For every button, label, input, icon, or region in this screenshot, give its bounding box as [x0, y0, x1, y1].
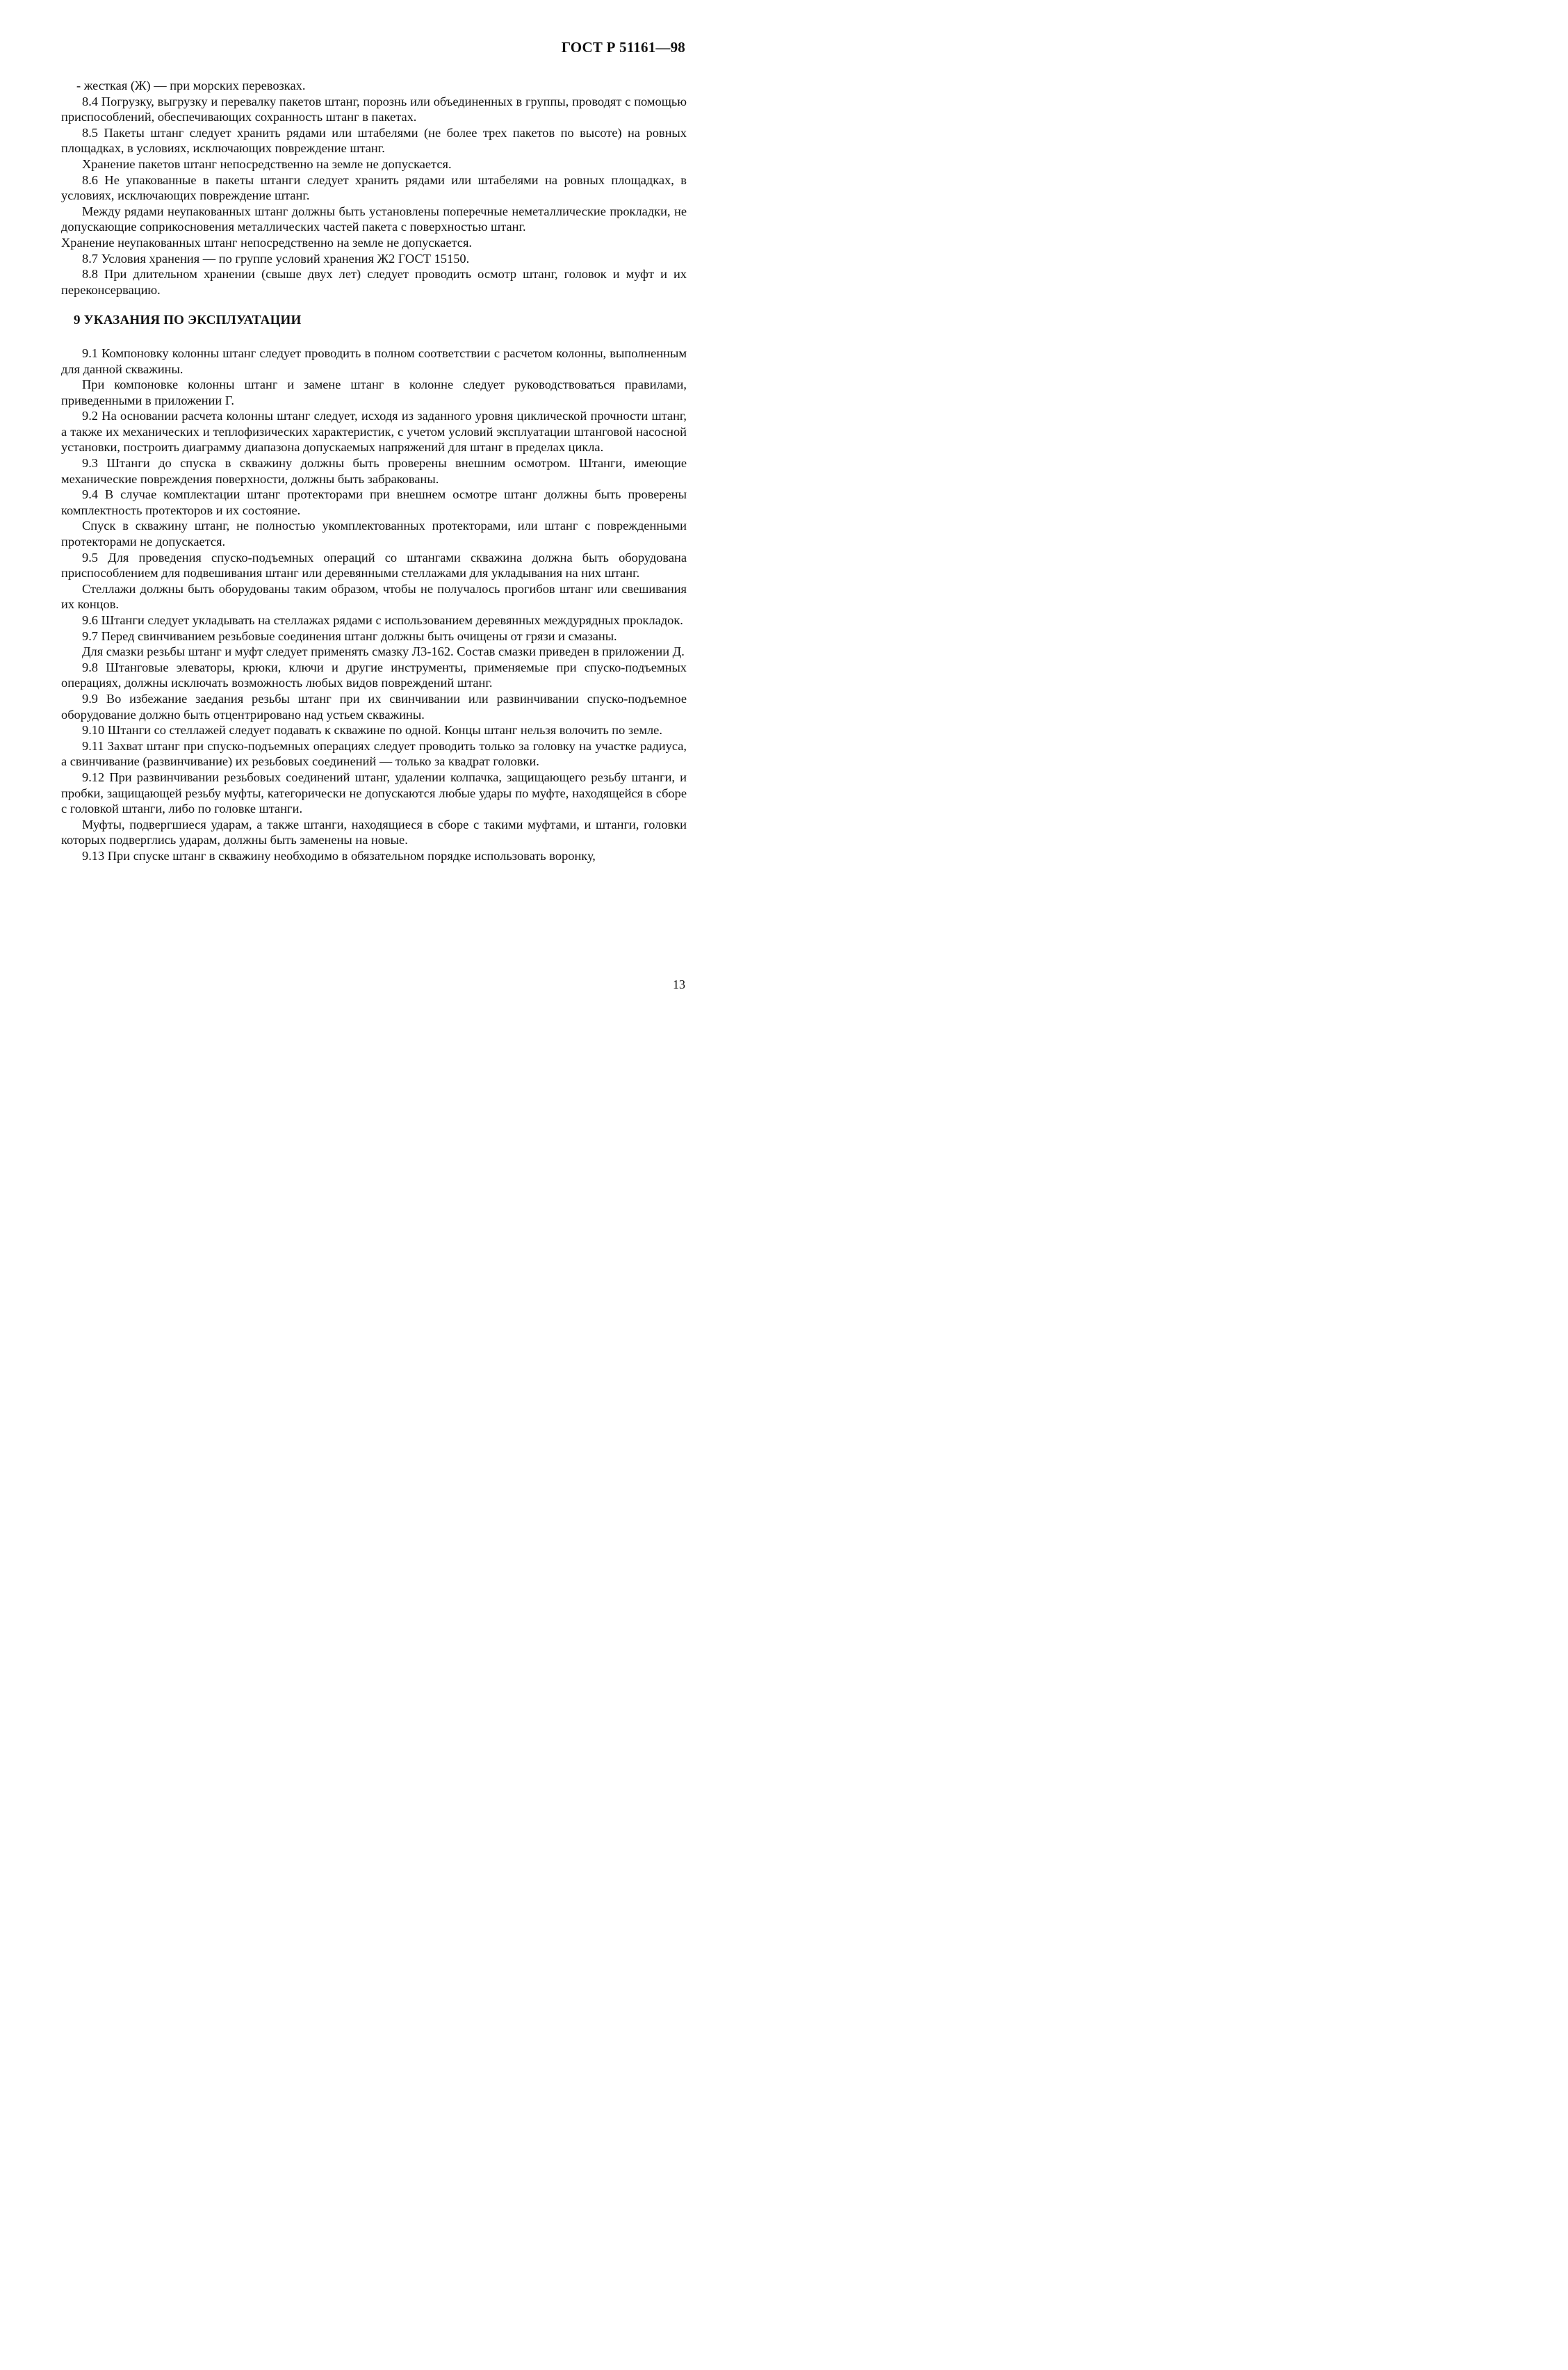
- paragraph: Муфты, подвергшиеся ударам, а также штанги, находящиеся в сборе с такими муфтами, и штанги, головки которых подверглись ударам, должны быть заменены на новые.: [61, 817, 687, 847]
- paragraph: 9.11 Захват штанг при спуско-подъемных операциях следует проводить только за головку на участке радиуса, а свинчивание (развинчивание) их резьбовых соединений — только за квадрат головки.: [61, 738, 687, 769]
- paragraph: 9.1 Компоновку колонны штанг следует проводить в полном соответствии с расчетом колонны, выполненным для данной скважины.: [61, 346, 687, 376]
- paragraph: 8.5 Пакеты штанг следует хранить рядами или штабелями (не более трех пакетов по высоте) на ровных площадках, в условиях, исключающих повреждение штанг.: [61, 125, 687, 156]
- section-heading: 9 УКАЗАНИЯ ПО ЭКСПЛУАТАЦИИ: [74, 313, 302, 328]
- paragraph: 9.5 Для проведения спуско-подъемных операций со штангами скважина должна быть оборудована приспособлением для подвешивания штанг или деревянными стеллажами для укладывания на них штанг.: [61, 550, 687, 581]
- paragraph: 9.13 При спуске штанг в скважину необходимо в обязательном порядке использовать воронку,: [82, 848, 596, 863]
- paragraph: 9.8 Штанговые элеваторы, крюки, ключи и другие инструменты, применяемые при спуско-подъемных операциях, должны исключать возможность любых видов повреждений штанг.: [61, 660, 687, 690]
- page-number: 13: [673, 977, 685, 991]
- paragraph: 9.12 При развинчивании резьбовых соединений штанг, удалении колпачка, защищающего резьбу штанги, и пробки, защищающей резьбу муфты, категорически не допускаются любые удары по муфте, находящейся в сборе с головкой штанги, либо по головке штанги.: [61, 770, 687, 816]
- paragraph: - жесткая (Ж) — при морских перевозках.: [76, 79, 306, 92]
- paragraph: 9.7 Перед свинчиванием резьбовые соединения штанг должны быть очищены от грязи и смазаны.: [82, 628, 617, 643]
- paragraph: 9.9 Во избежание заедания резьбы штанг при их свинчивании или развинчивании спуско-подъемное оборудование должно быть отцентрировано над устьем скважины.: [61, 691, 687, 722]
- paragraph: 9.6 Штанги следует укладывать на стеллажах рядами с использованием деревянных междурядных прокладок.: [82, 613, 683, 627]
- document-code-header: ГОСТ Р 51161—98: [561, 39, 685, 56]
- paragraph: 9.10 Штанги со стеллажей следует подавать к скважине по одной. Концы штанг нельзя волочить по земле.: [82, 723, 662, 738]
- paragraph: 9.2 На основании расчета колонны штанг следует, исходя из заданного уровня циклической прочности штанг, а также их механических и теплофизических характеристик, с учетом условий эксплуатации штанговой насосной установки, построить диаграмму диапазона допускаемых напряжений для штанг в пределах цикла.: [61, 409, 687, 455]
- paragraph: Хранение неупакованных штанг непосредственно на земле не допускается.: [61, 235, 473, 250]
- paragraph: 8.4 Погрузку, выгрузку и перевалку пакетов штанг, порознь или объединенных в группы, проводят с помощью приспособлений, обеспечивающих сохранность штанг в пакетах.: [61, 94, 687, 124]
- paragraph: Хранение пакетов штанг непосредственно на земле не допускается.: [82, 156, 452, 171]
- paragraph: Стеллажи должны быть оборудованы таким образом, чтобы не получалось прогибов штанг или свешивания их концов.: [61, 581, 687, 612]
- paragraph: При компоновке колонны штанг и замене штанг в колонне следует руководствоваться правилами, приведенными в приложении Г.: [61, 378, 687, 407]
- paragraph: 8.8 При длительном хранении (свыше двух лет) следует проводить осмотр штанг, головок и муфт и их переконсервацию.: [61, 267, 687, 297]
- paragraph: 9.4 В случае комплектации штанг протекторами при внешнем осмотре штанг должны быть проверены комплектность протекторов и их состояние.: [61, 487, 687, 517]
- paragraph: Между рядами неупакованных штанг должны быть установлены поперечные неметаллические прокладки, не допускающие соприкосновения металлических частей пакета с поверхностью штанг.: [61, 204, 687, 234]
- paragraph: 8.6 Не упакованные в пакеты штанги следует хранить рядами или штабелями на ровных площадках, в условиях, исключающих повреждение штанг.: [61, 172, 687, 203]
- paragraph: 9.3 Штанги до спуска в скважину должны быть проверены внешним осмотром. Штанги, имеющие механические повреждения поверхности, должны быть забракованы.: [61, 456, 687, 486]
- paragraph: 8.7 Условия хранения — по группе условий хранения Ж2 ГОСТ 15150.: [82, 251, 470, 266]
- paragraph: Для смазки резьбы штанг и муфт следует применять смазку Л3-162. Состав смазки приведен в приложении Д.: [82, 644, 685, 659]
- document-body: [61, 78, 687, 864]
- paragraph: Спуск в скважину штанг, не полностью укомплектованных протекторами, или штанг с поврежденными протекторами не допускается.: [61, 519, 687, 549]
